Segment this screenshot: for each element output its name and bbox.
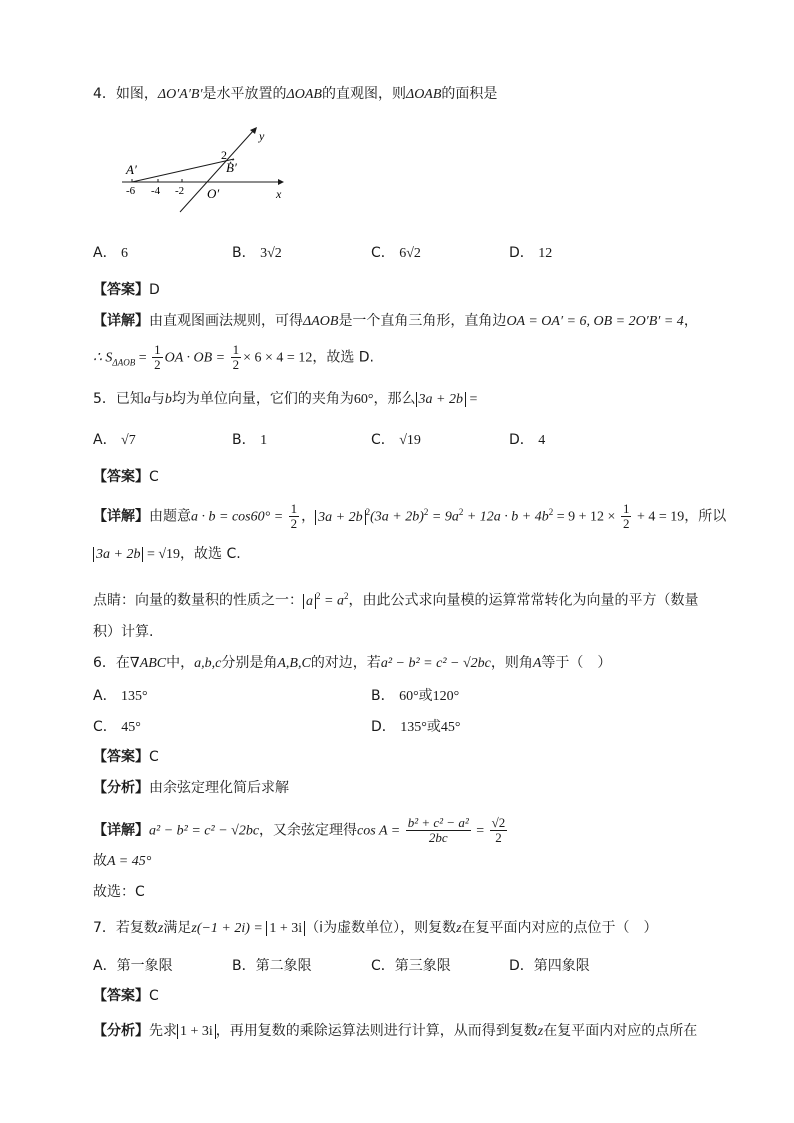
q4-answer: 【答案】D [93, 282, 160, 298]
q6-option-a: A． 135° [93, 688, 148, 704]
q5-option-b: B． 1 [232, 432, 268, 448]
q5-detail-line1: 【详解】由题意a · b = cos60° = $\frac{1}{2}$ ， 3a + 2b $^2(3a + 2b)^2 = 9a^2 + 12a \cdot b + 4b^2 = 9 + 12$ × $\frac{1}{2}$ + 4 = 19，所以 [93, 501, 727, 532]
q5-note-line1: 点睛：向量的数量积的性质之一： a $^2 = a^2$，由此公式求向量模的运算常常转化为向量的平方（数量 [93, 591, 699, 609]
fraction-half: $\frac{1}{2}$ [290, 501, 298, 532]
label-two: 2 [221, 148, 227, 162]
q6-option-d: D． 135°或45° [371, 719, 461, 735]
q5-stem: 5．已知a与b均为单位向量，它们的夹角为60°，那么 3a + 2b = [93, 391, 478, 407]
q7-stem: 7．若复数z满足z(−1 + 2i) = 1 + 3i （i为虚数单位），则复数z在复平面内对应的点位于（ ） [93, 920, 658, 936]
q6-detail: 【详解】a² − b² = c² − √2bc，又余弦定理得cos A = $\frac{\text{b² + c² − a²}}{2bc}$ = $\frac{√2}{2}$ [93, 815, 506, 845]
oblique-diagram [118, 126, 298, 216]
q6-option-b: B． 60°或120° [371, 688, 460, 704]
fraction-root2-over-2: $\frac{√2}{2}$ [491, 815, 506, 845]
fraction-half: $\frac{1}{2}$ [232, 342, 240, 372]
label-b-prime: B′ [226, 160, 237, 175]
tick-label-a: -6 [126, 185, 136, 197]
q6-final: 故选：C [93, 884, 145, 900]
q7-option-b: B．第二象限 [232, 958, 312, 974]
q4-option-b: B． 3√2 [232, 245, 282, 261]
q5-option-a: A． √7 [93, 432, 136, 448]
q7-option-a: A．第一象限 [93, 958, 173, 974]
q6-answer: 【答案】C [93, 749, 159, 765]
q6-analysis: 【分析】由余弦定理化简后求解 [93, 780, 289, 796]
label-o-prime: O′ [207, 186, 220, 201]
q7-option-d: D．第四象限 [509, 958, 590, 974]
q6-stem: 6．在∇ABC中，a,b,c分别是角A,B,C的对边，若a² − b² = c² − √2bc，则角A等于（ ） [93, 655, 612, 671]
q4-detail-line1: 【详解】由直观图画法规则，可得ΔAOB是一个直角三角形，直角边OA = OA′ = 6, OB = 2O′B′ = 4， [93, 313, 698, 329]
fraction-cosine: $\frac{\text{b² + c² − a²}}{2bc}$ [407, 815, 469, 845]
q5-option-c: C． √19 [371, 432, 421, 448]
q4-detail-line2: ∴ $S_{\Delta AOB}$ = $\frac{1}{2}$ OA · OB = $\frac{1}{2}$ × 6 × 4 = 12，故选 D. [93, 342, 375, 372]
q5-note-line2: 积）计算. [93, 624, 154, 640]
q6-option-c: C． 45° [93, 719, 141, 735]
q5-detail-line2: 3a + 2b = √19，故选 C. [93, 544, 241, 565]
q4-option-d: D． 12 [509, 245, 553, 261]
q6-conclusion: 故A = 45° [93, 853, 152, 869]
q7-analysis: 【分析】先求 1 + 3i ，再用复数的乘除运算法则进行计算，从而得到复数z在复平面内对应的点所在 [93, 1023, 698, 1039]
fraction-half: $\frac{1}{2}$ [154, 342, 161, 372]
segment-a-b [132, 159, 234, 182]
label-x: x [276, 187, 282, 201]
q7-option-c: C．第三象限 [371, 958, 451, 974]
q4-stem: 4．如图，ΔO′A′B′是水平放置的ΔOAB的直观图，则ΔOAB的面积是 [93, 86, 498, 102]
label-y: y [259, 129, 265, 143]
q4-option-c: C． 6√2 [371, 245, 421, 261]
q5-answer: 【答案】C [93, 469, 159, 485]
tick-label-b: -4 [151, 185, 161, 197]
q7-answer: 【答案】C [93, 988, 159, 1004]
fraction-half: $\frac{1}{2}$ [622, 501, 630, 532]
label-a-prime: A′ [126, 162, 137, 177]
tick-label-c: -2 [175, 185, 185, 197]
q4-option-a: A． 6 [93, 245, 129, 261]
x-axis-arrow [278, 179, 284, 185]
q5-option-d: D． 4 [509, 432, 546, 448]
